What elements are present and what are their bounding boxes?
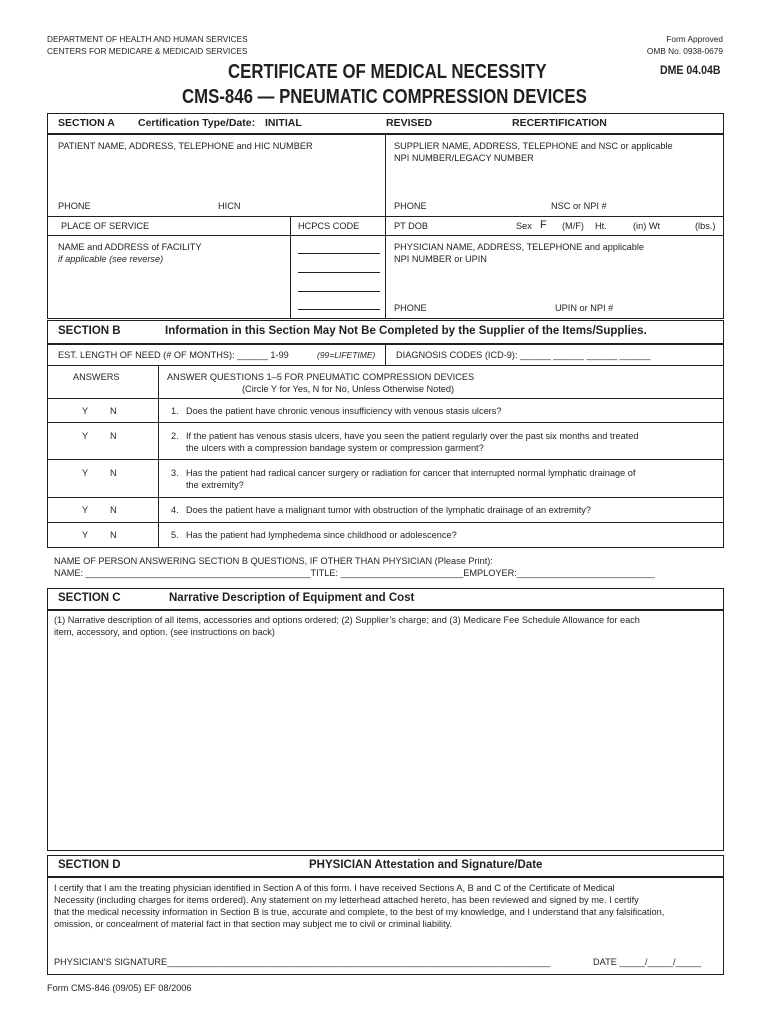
pt-dob-label: PT DOB [394,221,429,231]
signature-date-field[interactable]: DATE _____/_____/_____ [593,957,702,967]
answer-y-2[interactable]: Y [82,431,89,441]
section-d-label: SECTION D [58,859,121,871]
attestation-line-2: Necessity (including charges for items ordered). Any statement on my letterhead attached hereto, has been reviewed and signed by me. I certify [54,895,639,905]
supplier-label-2: NPI NUMBER/LEGACY NUMBER [394,153,534,163]
question-text-1: Does the patient have chronic venous insufficiency with venous stasis ulcers? [186,406,502,416]
lifetime-note: (99=LIFETIME) [317,350,376,360]
question-text-2a: If the patient has venous stasis ulcers, have you seen the patient regularly over the past six months and treated [186,431,639,441]
question-num-3: 3. [171,468,179,478]
dept-line-2: CENTERS FOR MEDICARE & MEDICAID SERVICES [47,46,248,56]
hcpcs-line-4[interactable] [298,309,380,310]
section-c-text-1: (1) Narrative description of all items, accessories and options ordered; (2) Supplier’s charge; and (3) Medicare Fee Schedule Allowance for each [54,615,640,625]
form-title-1: CERTIFICATE OF MEDICAL NECESSITY [228,61,547,83]
patient-phone-label: PHONE [58,201,91,211]
answer-y-1[interactable]: Y [82,406,89,416]
physician-label-1: PHYSICIAN NAME, ADDRESS, TELEPHONE and applicable [394,242,645,252]
ht-label: Ht. [595,221,607,231]
physician-signature-field[interactable]: PHYSICIAN’S SIGNATURE___________________________________________________________________________ [54,957,551,967]
section-d-heading: PHYSICIAN Attestation and Signature/Date [309,859,543,871]
attestation-line-4: omission, or concealment of material fact in that section may subject me to civil or criminal liability. [54,919,453,929]
answer-y-5[interactable]: Y [82,530,89,540]
form-title-2: CMS-846 — PNEUMATIC COMPRESSION DEVICES [182,86,587,108]
name-title-employer-line[interactable]: NAME: ____________________________________________TITLE: ________________________EMPLOYER:___________________________ [54,568,655,578]
answers-header: ANSWERS [73,372,120,382]
physician-label-2: NPI NUMBER or UPIN [394,254,487,264]
question-text-3b: the extremity? [186,480,244,490]
facility-label: NAME and ADDRESS of FACILITY [58,242,202,252]
hcpcs-line-1[interactable] [298,253,380,254]
cert-type-label: Certification Type/Date: [138,117,256,129]
section-c-label: SECTION C [58,592,121,604]
omb-number: OMB No. 0938-0679 [646,46,723,56]
section-c-text-2: item, accessory, and option. (see instructions on back) [54,627,275,637]
supplier-field[interactable] [394,167,719,197]
sex-label: Sex [516,221,532,231]
section-b-heading: Information in this Section May Not Be Completed by the Supplier of the Items/Supplies. [165,325,647,337]
answer-n-4[interactable]: N [110,505,117,515]
supplier-label-1: SUPPLIER NAME, ADDRESS, TELEPHONE and NSC or applicable [394,141,673,151]
diagnosis-codes-label: DIAGNOSIS CODES (ICD-9): ______ ______ ______ ______ [396,350,651,360]
patient-label: PATIENT NAME, ADDRESS, TELEPHONE and HIC NUMBER [58,141,313,151]
dept-line-1: DEPARTMENT OF HEALTH AND HUMAN SERVICES [47,34,248,44]
question-num-1: 1. [171,406,179,416]
attestation-line-3: that the medical necessity information in Section B is true, accurate and complete, to the best of my knowledge, and I understand that any falsification, [54,907,665,917]
circle-note: (Circle Y for Yes, N for No, Unless Otherwise Noted) [242,384,455,394]
answer-questions-header: ANSWER QUESTIONS 1–5 FOR PNEUMATIC COMPRESSION DEVICES [167,372,475,382]
narrative-field[interactable] [54,642,718,842]
mf-label: (M/F) [562,221,584,231]
facility-note: if applicable (see reverse) [58,254,164,264]
cert-recertification[interactable]: RECERTIFICATION [512,117,607,129]
question-text-3a: Has the patient had radical cancer surgery or radiation for cancer that interrupted normal lymphatic drainage of [186,468,636,478]
supplier-phone-label: PHONE [394,201,427,211]
hcpcs-code-label: HCPCS CODE [298,221,360,231]
question-num-5: 5. [171,530,179,540]
answer-n-2[interactable]: N [110,431,117,441]
attestation-line-1: I certify that I am the treating physician identified in Section A of this form. I have received Sections A, B and C of the Certificate of Medical [54,883,615,893]
upin-npi-label: UPIN or NPI # [555,303,614,313]
name-person-label: NAME OF PERSON ANSWERING SECTION B QUESTIONS, IF OTHER THAN PHYSICIAN (Please Print): [54,556,493,566]
in-wt-label: (in) Wt [633,221,661,231]
place-of-service-label: PLACE OF SERVICE [61,221,150,231]
sex-value[interactable]: F [540,219,547,231]
answer-n-5[interactable]: N [110,530,117,540]
section-b-label: SECTION B [58,325,121,337]
hicn-label: HICN [218,201,241,211]
answer-n-3[interactable]: N [110,468,117,478]
answer-y-4[interactable]: Y [82,505,89,515]
question-num-4: 4. [171,505,179,515]
cert-initial[interactable]: INITIAL [265,117,302,129]
cert-revised[interactable]: REVISED [386,117,433,129]
section-c-heading: Narrative Description of Equipment and Cost [169,592,415,604]
answer-n-1[interactable]: N [110,406,117,416]
form-number-footer: Form CMS-846 (09/05) EF 08/2006 [47,983,192,993]
section-a-label: SECTION A [58,117,115,129]
est-length-label: EST. LENGTH OF NEED (# OF MONTHS): ______ 1-99 [58,350,289,360]
dme-code: DME 04.04B [660,63,721,77]
hcpcs-line-3[interactable] [298,291,380,292]
answer-y-3[interactable]: Y [82,468,89,478]
physician-phone-label: PHONE [394,303,427,313]
question-text-2b: the ulcers with a compression bandage system or compression garment? [186,443,484,453]
patient-field[interactable] [58,155,378,197]
form-approved: Form Approved [666,34,723,44]
question-num-2: 2. [171,431,179,441]
nsc-npi-label: NSC or NPI # [551,201,607,211]
question-text-4: Does the patient have a malignant tumor with obstruction of the lymphatic drainage of an extremity? [186,505,591,515]
facility-field[interactable] [58,268,283,313]
hcpcs-line-2[interactable] [298,272,380,273]
question-text-5: Has the patient had lymphedema since childhood or adolescence? [186,530,457,540]
lbs-label: (lbs.) [695,221,716,231]
